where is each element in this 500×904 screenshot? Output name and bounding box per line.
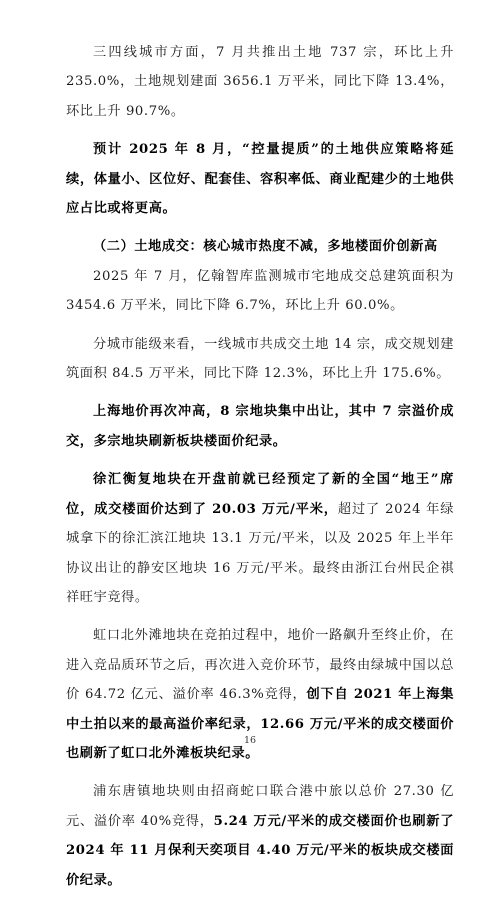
paragraph-xuhui-plot bbox=[66, 465, 454, 612]
paragraph-july-transactions bbox=[66, 262, 454, 321]
paragraph-hongkou-plot bbox=[66, 621, 454, 768]
paragraph-text-bold: 创下自 2021 年上海集中土拍以来的最高溢价率纪录，12.66 万元/平米的成交楼面价也刷新了虹口北外滩板块纪录。 bbox=[66, 687, 455, 761]
page-number: 16 bbox=[243, 735, 257, 746]
paragraph-text: 分城市能级来看，一线城市共成交土地 14 宗，成交规划建筑面积 84.5 万平米，同比下降 12.3%，环比上升 175.6%。 bbox=[66, 336, 454, 382]
paragraph-text: 浦东唐镇地块则由招商蛇口联合港中旅以总价 27.30 亿元、溢价率 40%竞得， bbox=[66, 784, 454, 829]
paragraph-tier3-supply bbox=[66, 38, 454, 126]
paragraph-forecast bbox=[66, 135, 454, 223]
section-heading-text: （二）土地成交：核心城市热度不减，多地楼面价创新高 bbox=[93, 239, 438, 255]
document-body bbox=[66, 38, 454, 904]
paragraph-text-bold: 上海地价再次冲高，8 宗地块集中出让，其中 7 宗溢价成交，多宗地块刷新板块楼面价纪录。 bbox=[66, 404, 454, 449]
paragraph-text: 虹口北外滩地块在竞拍过程中，地价一路飙升至终止价，在进入竞品质环节之后，再次进入竞价环节，最终由绿城中国以总价 64.72 亿元、溢价率 46.3%竞得， bbox=[66, 628, 454, 703]
paragraph-text-bold: 预计 2025 年 8 月，“控量提质”的土地供应策略将延续，体量小、区位好、配套佳、容积率低、商业配建少的土地供应占比或将更高。 bbox=[66, 142, 454, 217]
paragraph-text: 超过了 2024 年绿城拿下的徐汇滨江地块 13.1 万元/平米，以及 2025 年上半年协议出让的静安区地块 16 万元/平米。最终由浙江台州民企祺祥旺宇竞得。 bbox=[66, 501, 455, 605]
paragraph-text: 三四线城市方面，7 月共推出土地 737 宗，环比上升 235.0%，土地规划建面 3656.1 万平米，同比下降 13.4%，环比上升 90.7%。 bbox=[66, 45, 454, 119]
paragraph-text: 2025 年 7 月，亿翰智库监测城市宅地成交总建筑面积为 3454.6 万平米，同比下降 6.7%，环比上升 60.0%。 bbox=[66, 268, 454, 314]
paragraph-text-bold: 5.24 万元/平米的成交楼面价也刷新了 2024 年 11 月保利天奕项目 4.40 万元/平米的板块成交楼面价纪录。 bbox=[66, 813, 455, 888]
paragraph-text-bold: 徐汇衡复地块在开盘前就已经预定了新的全国“地王”席位，成交楼面价达到了 20.03 万元/平米， bbox=[66, 472, 454, 517]
paragraph-pudong-plot bbox=[66, 777, 454, 895]
paragraph-shanghai-prices bbox=[66, 397, 454, 456]
paragraph-tier1-cities bbox=[66, 330, 454, 389]
section-heading-land-transaction bbox=[66, 232, 454, 261]
